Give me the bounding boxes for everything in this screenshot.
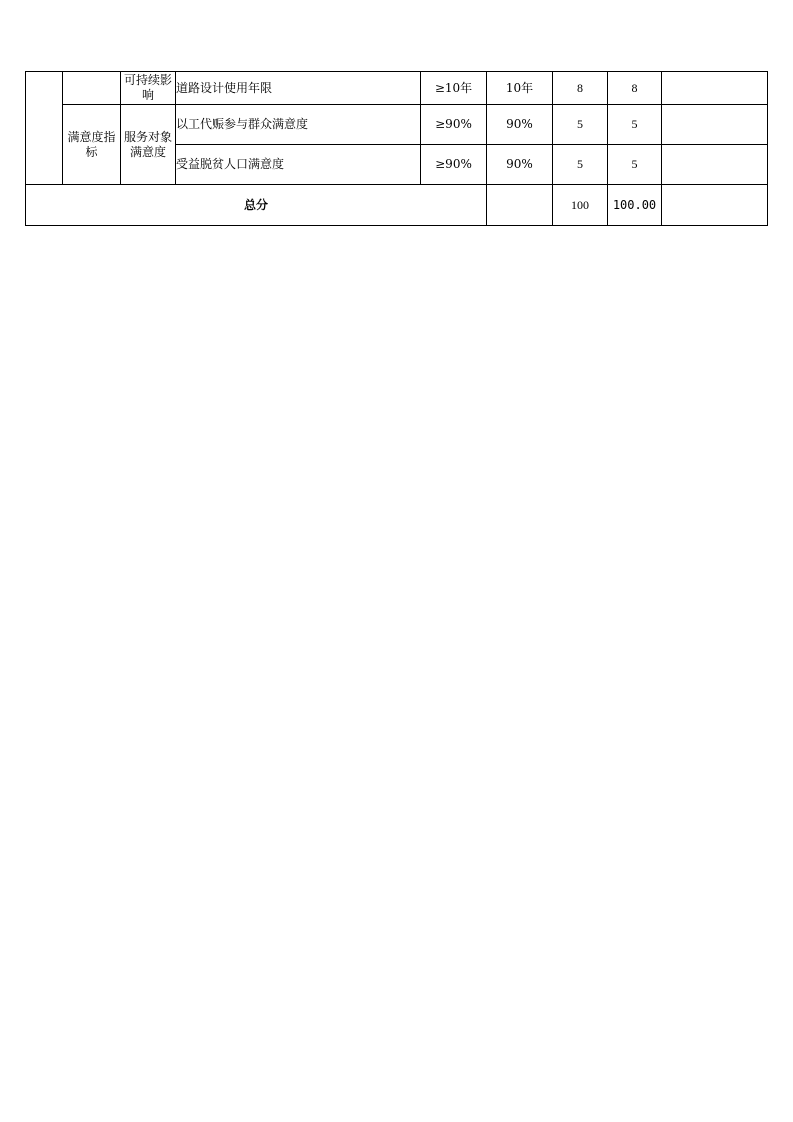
score-cell: 8 <box>608 72 662 105</box>
note-cell <box>662 72 768 105</box>
target-cell: ≥90% <box>421 145 487 185</box>
total-weight: 100 <box>553 185 608 226</box>
level3-cell: 可持续影响 <box>121 72 176 105</box>
level2-cell <box>63 72 121 105</box>
indicator-cell: 以工代赈参与群众满意度 <box>176 105 421 145</box>
note-cell <box>662 145 768 185</box>
total-label: 总分 <box>26 185 487 226</box>
actual-cell: 90% <box>487 105 553 145</box>
level3-cell: 服务对象满意度 <box>121 105 176 185</box>
table-row <box>26 72 768 105</box>
note-cell <box>662 105 768 145</box>
actual-cell: 90% <box>487 145 553 185</box>
table-row <box>26 105 768 145</box>
target-cell: ≥90% <box>421 105 487 145</box>
score-cell: 5 <box>608 145 662 185</box>
score-cell: 5 <box>608 105 662 145</box>
weight-cell: 5 <box>553 145 608 185</box>
indicator-cell: 道路设计使用年限 <box>176 72 421 105</box>
weight-cell: 5 <box>553 105 608 145</box>
level2-cell: 满意度指标 <box>63 105 121 185</box>
performance-table <box>25 71 768 226</box>
indicator-cell: 受益脱贫人口满意度 <box>176 145 421 185</box>
target-cell: ≥10年 <box>421 72 487 105</box>
total-blank-cell <box>487 185 553 226</box>
total-score: 100.00 <box>608 185 662 226</box>
total-row <box>26 185 768 226</box>
total-note-cell <box>662 185 768 226</box>
weight-cell: 8 <box>553 72 608 105</box>
level1-cell <box>26 72 63 185</box>
actual-cell: 10年 <box>487 72 553 105</box>
